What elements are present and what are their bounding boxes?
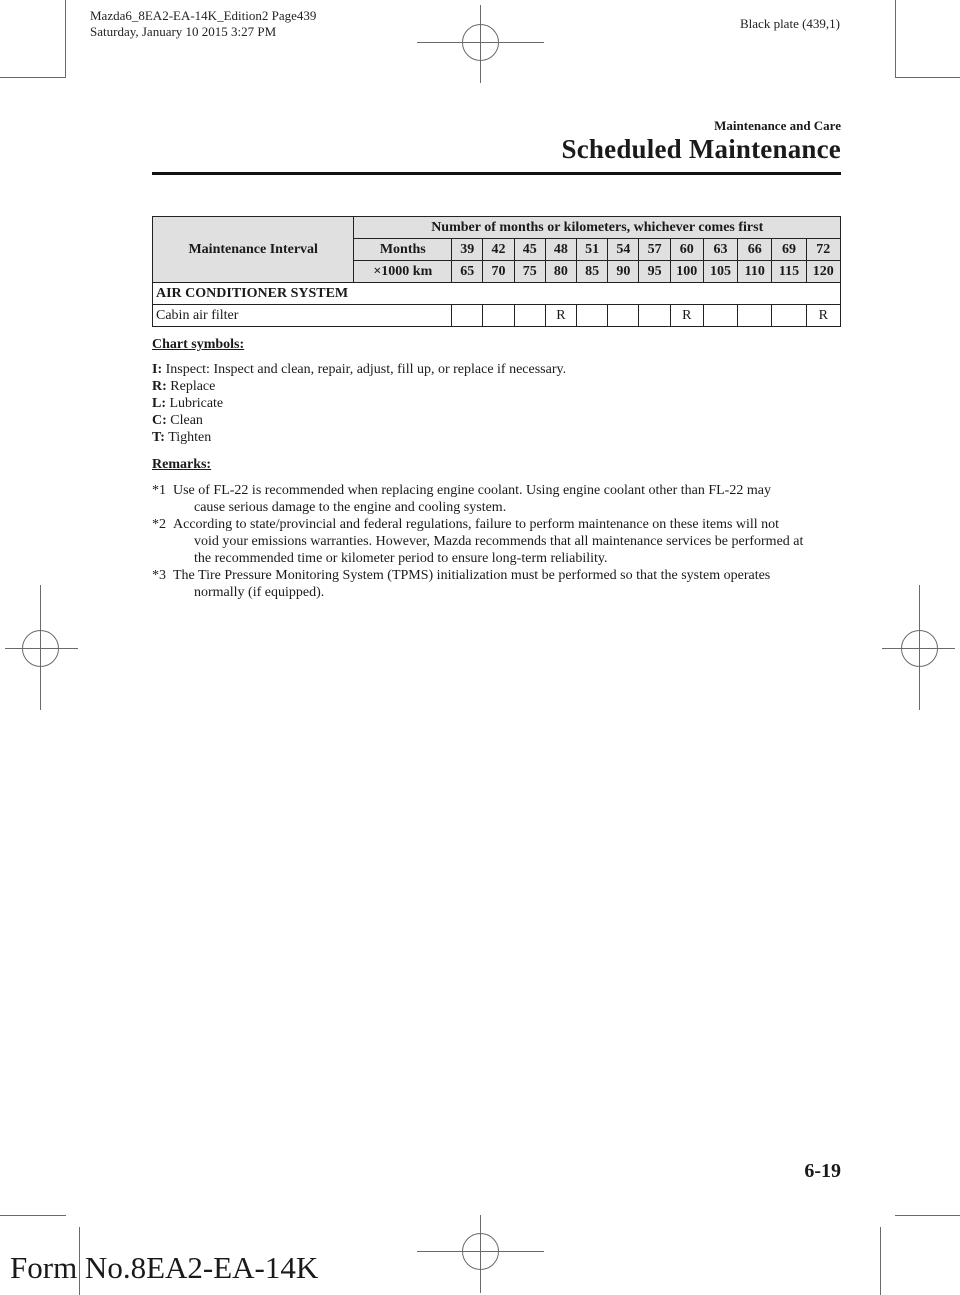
registration-circle-top-icon — [462, 24, 499, 61]
month-cell: 69 — [772, 239, 806, 261]
form-number: Form No.8EA2-EA-14K — [10, 1250, 319, 1285]
item-cell — [639, 305, 670, 327]
section-label: Maintenance and Care — [714, 118, 841, 133]
remark-item: *2 According to state/provincial and federal regulations, failure to perform maintenance on these items will not void your emissions warranties. However, Mazda recommends that all maintenance services be performed at the recommended time or kilometer period to ensure long-term reliability. — [152, 517, 804, 566]
page-number: 6-19 — [804, 1160, 841, 1182]
registration-circle-left-icon — [22, 630, 59, 667]
item-cell: R — [670, 305, 703, 327]
print-meta — [90, 8, 316, 40]
item-cell — [703, 305, 737, 327]
page-title: Scheduled Maintenance — [561, 134, 841, 164]
km-cell: 115 — [772, 261, 806, 283]
table-header-row-1 — [153, 217, 841, 239]
whichever-header: Number of months or kilometers, whichever comes first — [354, 217, 841, 239]
month-cell: 72 — [806, 239, 840, 261]
table-row — [153, 305, 841, 327]
list-item: I: Inspect: Inspect and clean, repair, adjust, fill up, or replace if necessary. — [152, 362, 567, 377]
month-cell: 48 — [545, 239, 576, 261]
maintenance-schedule-table — [152, 216, 841, 327]
remark-item: *1 Use of FL-22 is recommended when replacing engine coolant. Using engine coolant other than FL-22 may cause serious damage to the engine and cooling system. — [152, 483, 771, 515]
item-cell — [452, 305, 483, 327]
item-cell — [514, 305, 545, 327]
km-cell: 110 — [738, 261, 772, 283]
km-cell: 120 — [806, 261, 840, 283]
remarks-heading: Remarks: — [152, 457, 212, 472]
item-cell — [577, 305, 608, 327]
list-item: C: Clean — [152, 413, 203, 428]
km-cell: 70 — [483, 261, 514, 283]
print-file-line: Mazda6_8EA2-EA-14K_Edition2 Page439 — [90, 8, 317, 23]
month-cell: 66 — [738, 239, 772, 261]
month-cell: 39 — [452, 239, 483, 261]
list-item: R: Replace — [152, 379, 216, 394]
section-row — [153, 283, 841, 305]
km-cell: 80 — [545, 261, 576, 283]
chart-symbols-heading: Chart symbols: — [152, 337, 245, 352]
month-cell: 54 — [608, 239, 639, 261]
item-cell — [483, 305, 514, 327]
month-cell: 45 — [514, 239, 545, 261]
registration-circle-right-icon — [901, 630, 938, 667]
item-cell — [608, 305, 639, 327]
month-cell: 42 — [483, 239, 514, 261]
month-cell: 60 — [670, 239, 703, 261]
header-rule — [152, 172, 841, 175]
km-cell: 100 — [670, 261, 703, 283]
print-date-line: Saturday, January 10 2015 3:27 PM — [90, 24, 277, 39]
list-item: L: Lubricate — [152, 396, 224, 411]
months-label: Months — [354, 239, 452, 261]
chart-symbols — [152, 336, 842, 446]
item-label: Cabin air filter — [153, 305, 452, 327]
km-cell: 65 — [452, 261, 483, 283]
month-cell: 63 — [703, 239, 737, 261]
remark-item: *3 The Tire Pressure Monitoring System (TPMS) initialization must be performed so that the system operates normally (if equipped). — [152, 568, 771, 600]
item-cell — [738, 305, 772, 327]
km-cell: 90 — [608, 261, 639, 283]
maintenance-interval-header: Maintenance Interval — [153, 217, 354, 283]
month-cell: 51 — [577, 239, 608, 261]
month-cell: 57 — [639, 239, 670, 261]
black-plate-label: Black plate (439,1) — [740, 16, 840, 31]
item-cell: R — [806, 305, 840, 327]
registration-circle-bottom-icon — [462, 1233, 499, 1270]
item-cell — [772, 305, 806, 327]
list-item: T: Tighten — [152, 430, 212, 445]
km-cell: 85 — [577, 261, 608, 283]
air-conditioner-section: AIR CONDITIONER SYSTEM — [153, 283, 841, 305]
km-cell: 105 — [703, 261, 737, 283]
km-label: ×1000 km — [354, 261, 452, 283]
km-cell: 95 — [639, 261, 670, 283]
item-cell: R — [545, 305, 576, 327]
km-cell: 75 — [514, 261, 545, 283]
